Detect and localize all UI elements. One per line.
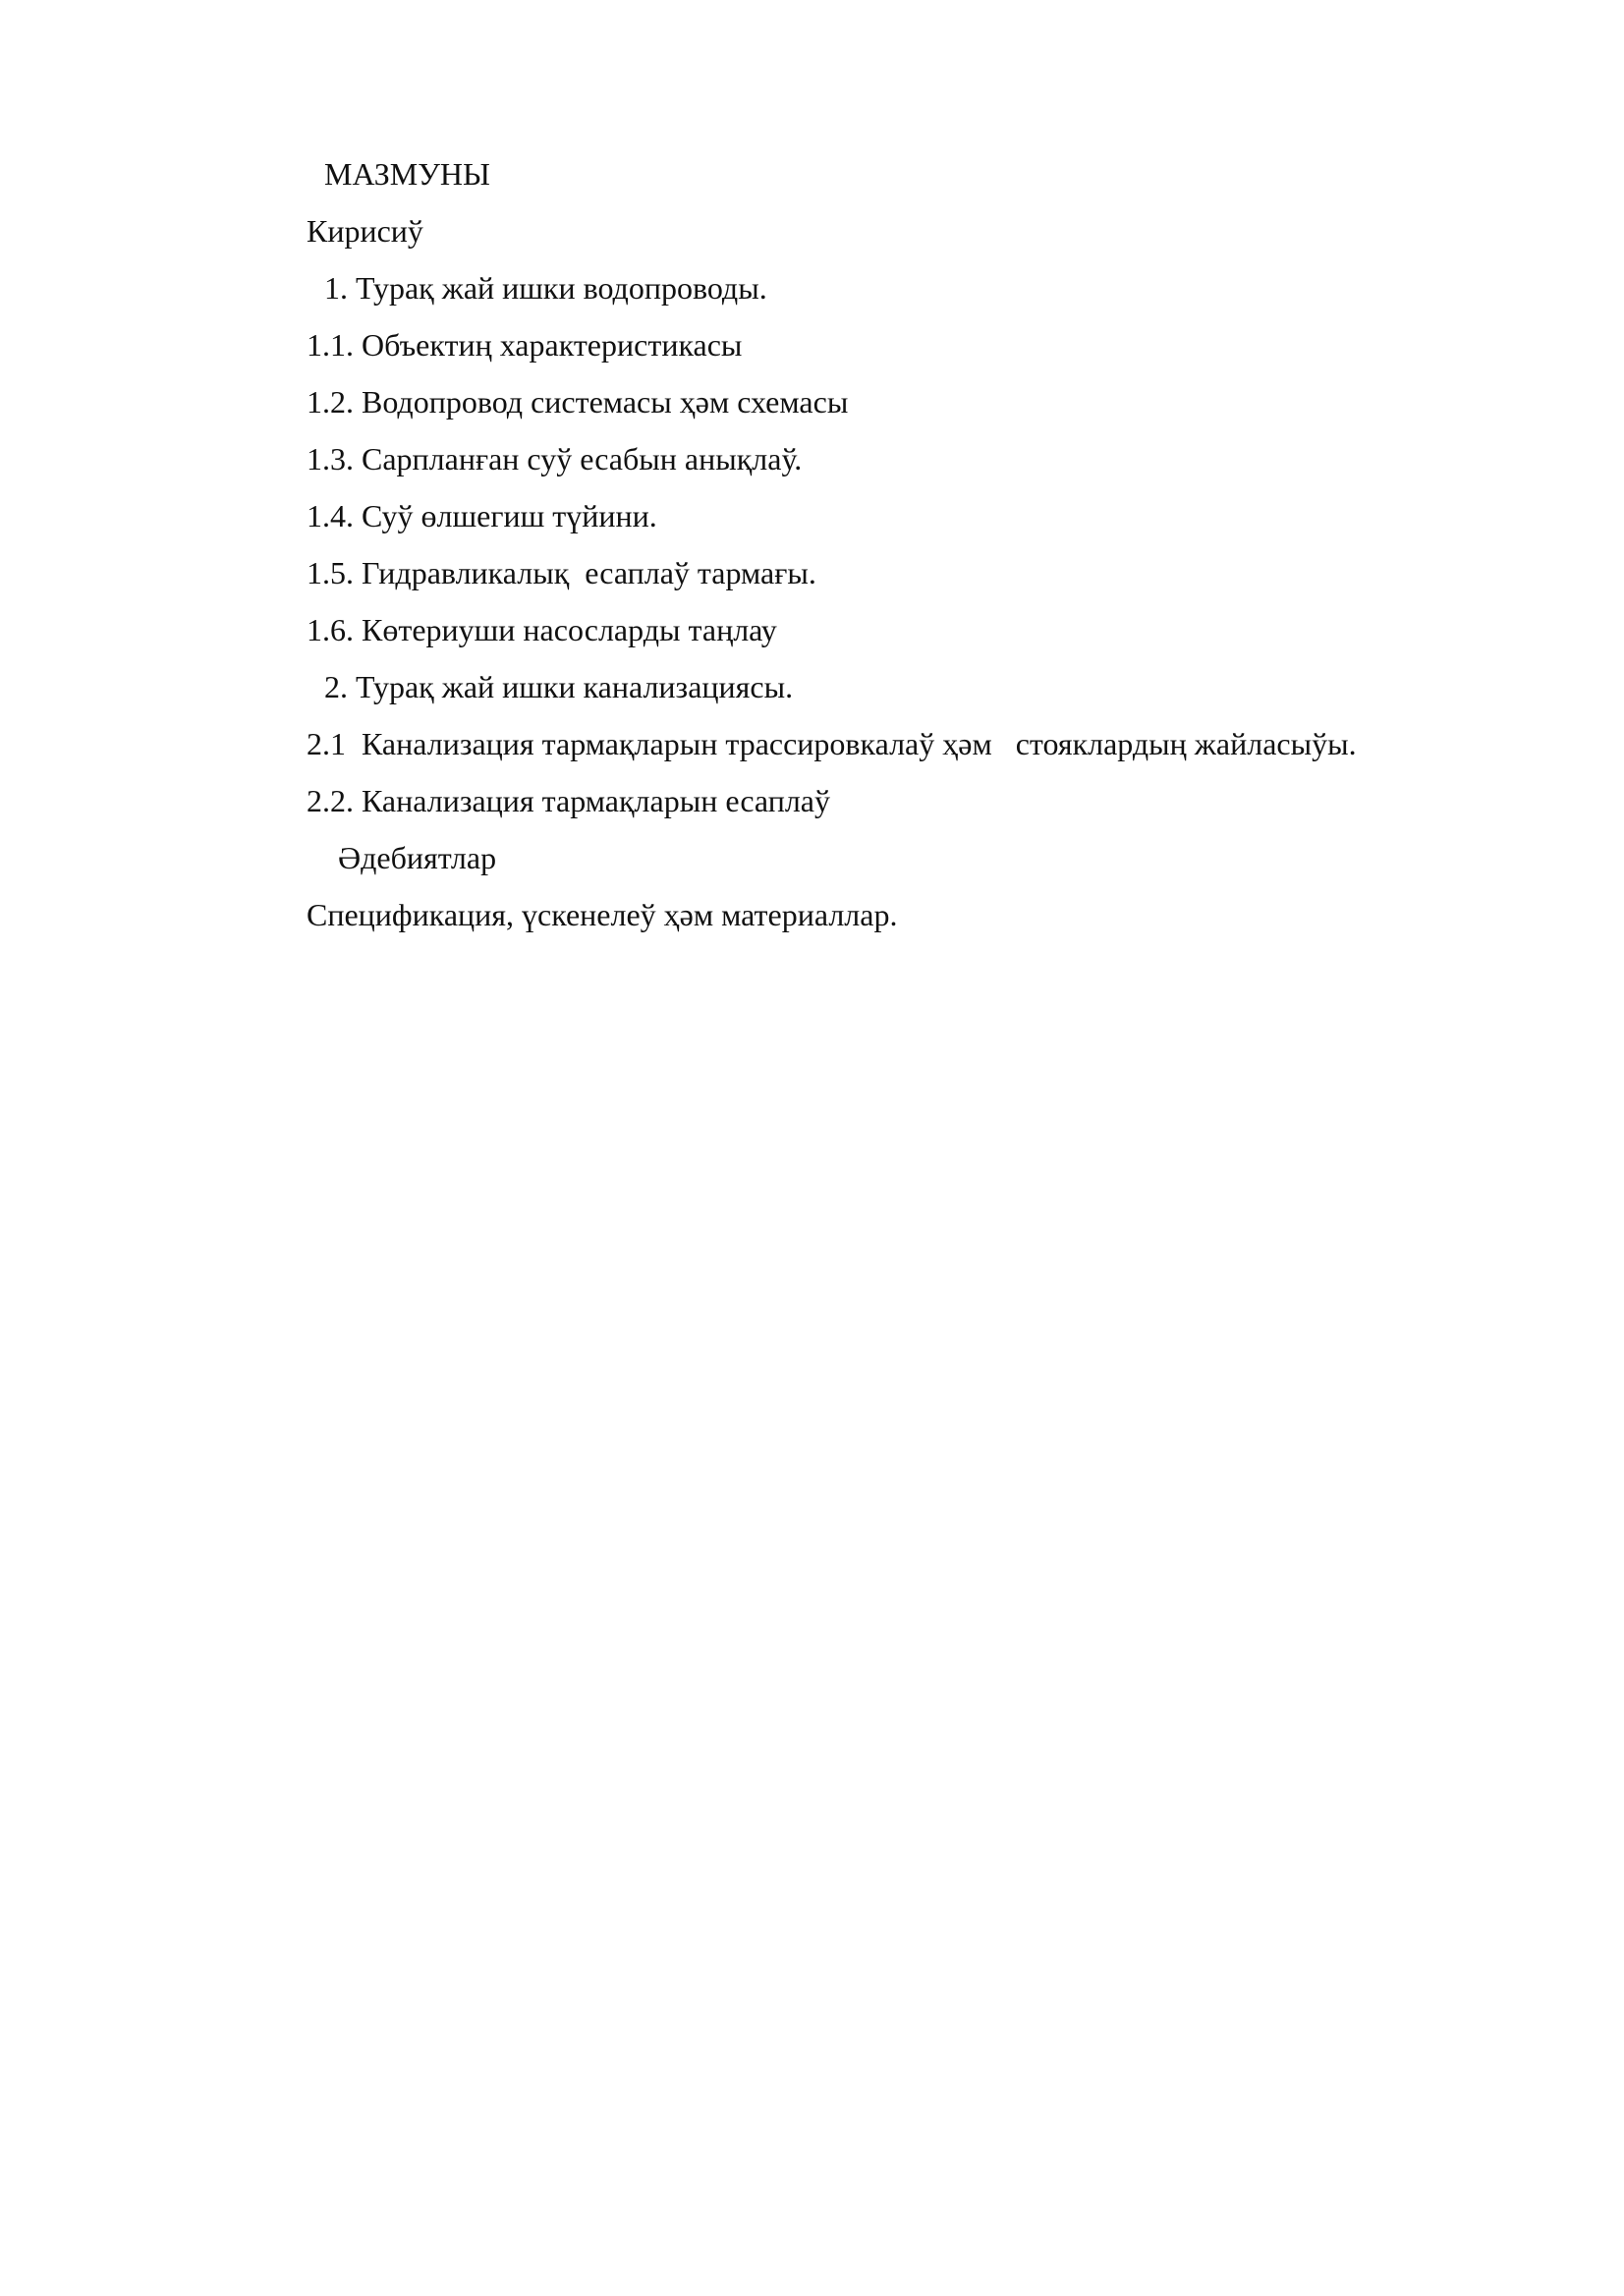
toc-entry-1-5: 1.5. Гидравликалық есаплаў тармағы.: [307, 555, 816, 590]
toc-entry-1-6: 1.6. Көтериуши насосларды таңлау: [307, 612, 777, 647]
toc-entry-introduction: Кирисиў: [307, 213, 423, 249]
toc-entry-2-1: 2.1 Канализация тармақларын трассировкалаў ҳәм стояклардың жайласыўы.: [307, 726, 1357, 761]
table-of-contents: [307, 145, 1544, 943]
toc-entry-2-2: 2.2. Канализация тармақларын есаплаў: [307, 783, 830, 818]
toc-entry-1-3: 1.3. Сарпланған суў есабын анықлаў.: [307, 441, 803, 476]
toc-entry-1-4: 1.4. Суў өлшегиш түйини.: [307, 498, 657, 533]
toc-entry-1-1: 1.1. Объектиң характеристикасы: [307, 327, 743, 363]
toc-title: МАЗМУНЫ: [324, 156, 490, 192]
toc-entry-section-2: 2. Турақ жай ишки канализациясы.: [324, 669, 794, 704]
toc-entry-literature: Әдебиятлар: [338, 840, 497, 875]
toc-entry-1-2: 1.2. Водопровод системасы ҳәм схемасы: [307, 384, 849, 420]
toc-entry-specification: Спецификация, үскенелеў ҳәм материаллар.: [307, 897, 898, 932]
toc-entry-section-1: 1. Турақ жай ишки водопроводы.: [324, 270, 767, 306]
